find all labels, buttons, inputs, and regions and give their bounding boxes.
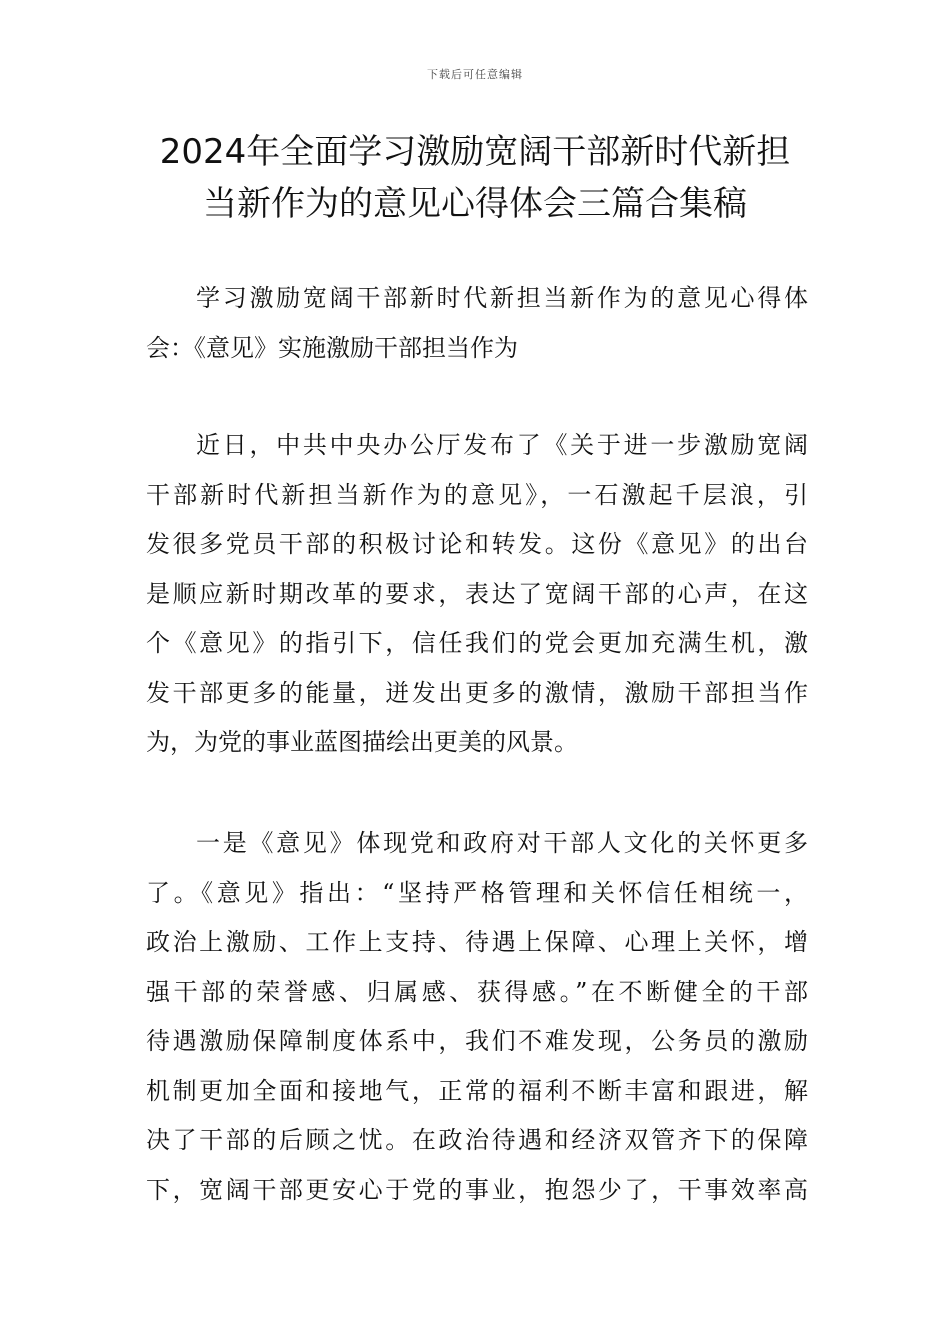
paragraph-point-one [146,819,808,1215]
paragraph-line: 待遇激励保障制度体系中，我们不难发现，公务员的激励 [146,1027,808,1055]
paragraph-line: 政治上激励、工作上支持、待遇上保障、心理上关怀，增 [146,928,808,956]
paragraph-intro [146,421,808,768]
paragraph-line: 一是《意见》体现党和政府对干部人文化的关怀更多 [196,829,808,857]
header-note: 下载后可任意编辑 [427,68,523,81]
paragraph-line: 干部新时代新担当新作为的意见》，一石激起千层浪，引 [146,480,808,509]
title-line: 当新作为的意见心得体会三篇合集稿 [203,184,747,224]
paragraph-line: 下，宽阔干部更安心于党的事业，抱怨少了，干事效率高 [146,1175,808,1204]
paragraph-subtitle [146,274,808,373]
paragraph-line: 决了干部的后顾之忧。在政治待遇和经济双管齐下的保障 [146,1126,808,1154]
paragraph-line: 学习激励宽阔干部新时代新担当新作为的意见心得体 [196,284,808,312]
title-line: 2024年全面学习激励宽阔干部新时代新担 [159,132,791,172]
paragraph-line: 了。《意见》指出：“坚持严格管理和关怀信任相统一， [146,878,808,907]
paragraph-line: 发很多党员干部的积极讨论和转发。这份《意见》的出台 [146,530,808,558]
paragraph-line: 个《意见》的指引下，信任我们的党会更加充满生机，激 [146,629,808,657]
paragraph-line: 强干部的荣誉感、归属感、获得感。”在不断健全的干部 [146,977,808,1006]
paragraph-line: 机制更加全面和接地气，正常的福利不断丰富和跟进，解 [146,1076,808,1105]
paragraph-line: 近日，中共中央办公厅发布了《关于进一步激励宽阔 [196,431,808,459]
paragraph-line: 是顺应新时期改革的要求，表达了宽阔干部的心声，在这 [146,579,808,608]
paragraph-line: 发干部更多的能量，迸发出更多的激情，激励干部担当作 [146,678,808,707]
document-title [100,126,850,230]
paragraph-line: 会：《意见》实施激励干部担当作为 [146,333,518,362]
paragraph-line: 为，为党的事业蓝图描绘出更美的风景。 [146,728,578,756]
